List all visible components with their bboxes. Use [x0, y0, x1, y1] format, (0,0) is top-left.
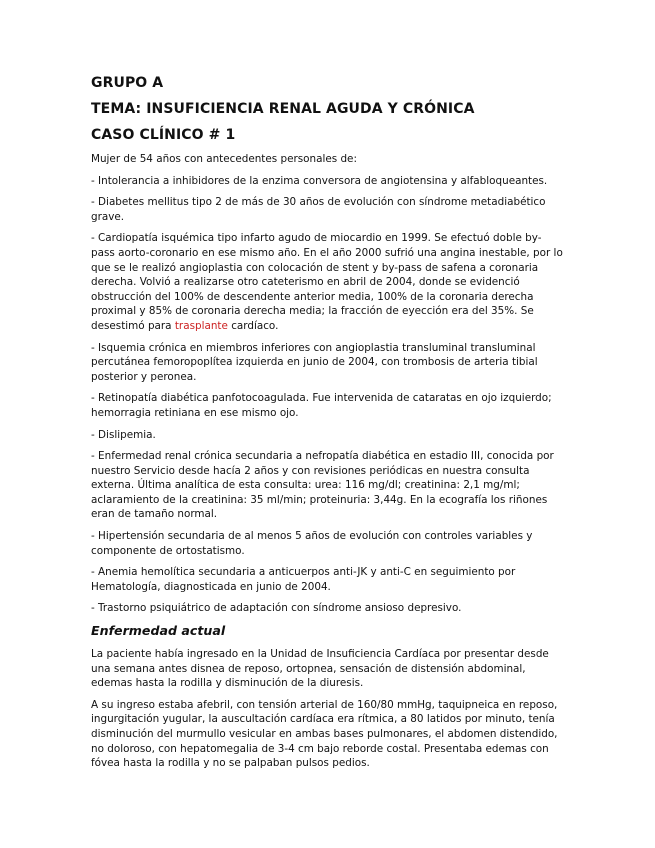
antecedent-item: - Isquemia crónica en miembros inferiores con angioplastia transluminal transluminal percutánea femoropoplítea izquierda en junio de 2004, con trombosis de arteria tibial posterior y peronea.	[91, 341, 538, 383]
intro-paragraph: Mujer de 54 años con antecedentes personales de:	[91, 153, 357, 165]
case-heading: CASO CLÍNICO # 1	[91, 127, 236, 143]
cardio-text: - Cardiopatía isquémica tipo infarto agudo de miocardio en 1999. Se efectuó doble by-pass aorto-coronario en ese mismo año. En el año 2000 sufrió una angina inestable, por lo que se le realizó angioplastia con colocación de stent y by-pass de safena a coronaria derecha. Volvió a realizarse otro cateterismo en abril de 2004, donde se evidenció obstrucción del 100% de descendente anterior media, 100% de la coronaria derecha proximal y 85% de coronaria derecha media; la fracción de eyección era del 35%. Se desestimó para	[91, 232, 563, 332]
antecedent-item: - Hipertensión secundaria de al menos 5 años de evolución con controles variables y componente de ortostatismo.	[91, 530, 533, 557]
trasplante-link[interactable]: trasplante	[174, 319, 228, 332]
document-page	[91, 74, 563, 778]
antecedent-item: - Retinopatía diabética panfotocoagulada. Fue intervenida de cataratas en ojo izquierdo; hemorragia retiniana en ese mismo ojo.	[91, 392, 552, 419]
section-title-enfermedad-actual: Enfermedad actual	[91, 623, 226, 639]
antecedent-item: - Dislipemia.	[91, 428, 156, 441]
cardio-text-end: cardíaco.	[227, 319, 279, 332]
antecedent-item: - Anemia hemolítica secundaria a anticuerpos anti-JK y anti-C en seguimiento por Hematología, diagnosticada en junio de 2004.	[91, 566, 516, 593]
actual-paragraph: A su ingreso estaba afebril, con tensión arterial de 160/80 mmHg, taquipneica en reposo, ingurgitación yugular, la auscultación cardíaca era rítmica, a 80 latidos por minuto, tenía disminución del murmullo vesicular en ambas bases pulmonares, el abdomen distendido, no doloroso, con hepatomegalia de 3-4 cm bajo reborde costal. Presentaba edemas con fóvea hasta la rodilla y no se palpaban pulsos pedios.	[91, 698, 558, 770]
theme-heading: TEMA: INSUFICIENCIA RENAL AGUDA Y CRÓNICA	[91, 101, 475, 117]
antecedent-item: - Enfermedad renal crónica secundaria a nefropatía diabética en estadio III, conocida por nuestro Servicio desde hacía 2 años y con revisiones periódicas en nuestra consulta externa. Última analítica de esta consulta: urea: 116 mg/dl; creatinina: 2,1 mg/ml; aclaramiento de la creatinina: 35 ml/min; proteinuria: 3,44g. En la ecografía los riñones eran de tamaño normal.	[91, 450, 554, 521]
actual-paragraph: La paciente había ingresado en la Unidad de Insuficiencia Cardíaca por presentar desde una semana antes disnea de reposo, ortopnea, sensación de distensión abdominal, edemas hasta la rodilla y disminución de la diuresis.	[91, 648, 549, 690]
antecedent-item-cardiopathy	[91, 231, 563, 333]
antecedent-item: - Diabetes mellitus tipo 2 de más de 30 años de evolución con síndrome metadiabético grave.	[91, 196, 546, 223]
group-heading: GRUPO A	[91, 75, 164, 91]
antecedent-item: - Intolerancia a inhibidores de la enzima conversora de angiotensina y alfabloqueantes.	[91, 174, 548, 187]
antecedent-item: - Trastorno psiquiátrico de adaptación con síndrome ansioso depresivo.	[91, 602, 462, 615]
